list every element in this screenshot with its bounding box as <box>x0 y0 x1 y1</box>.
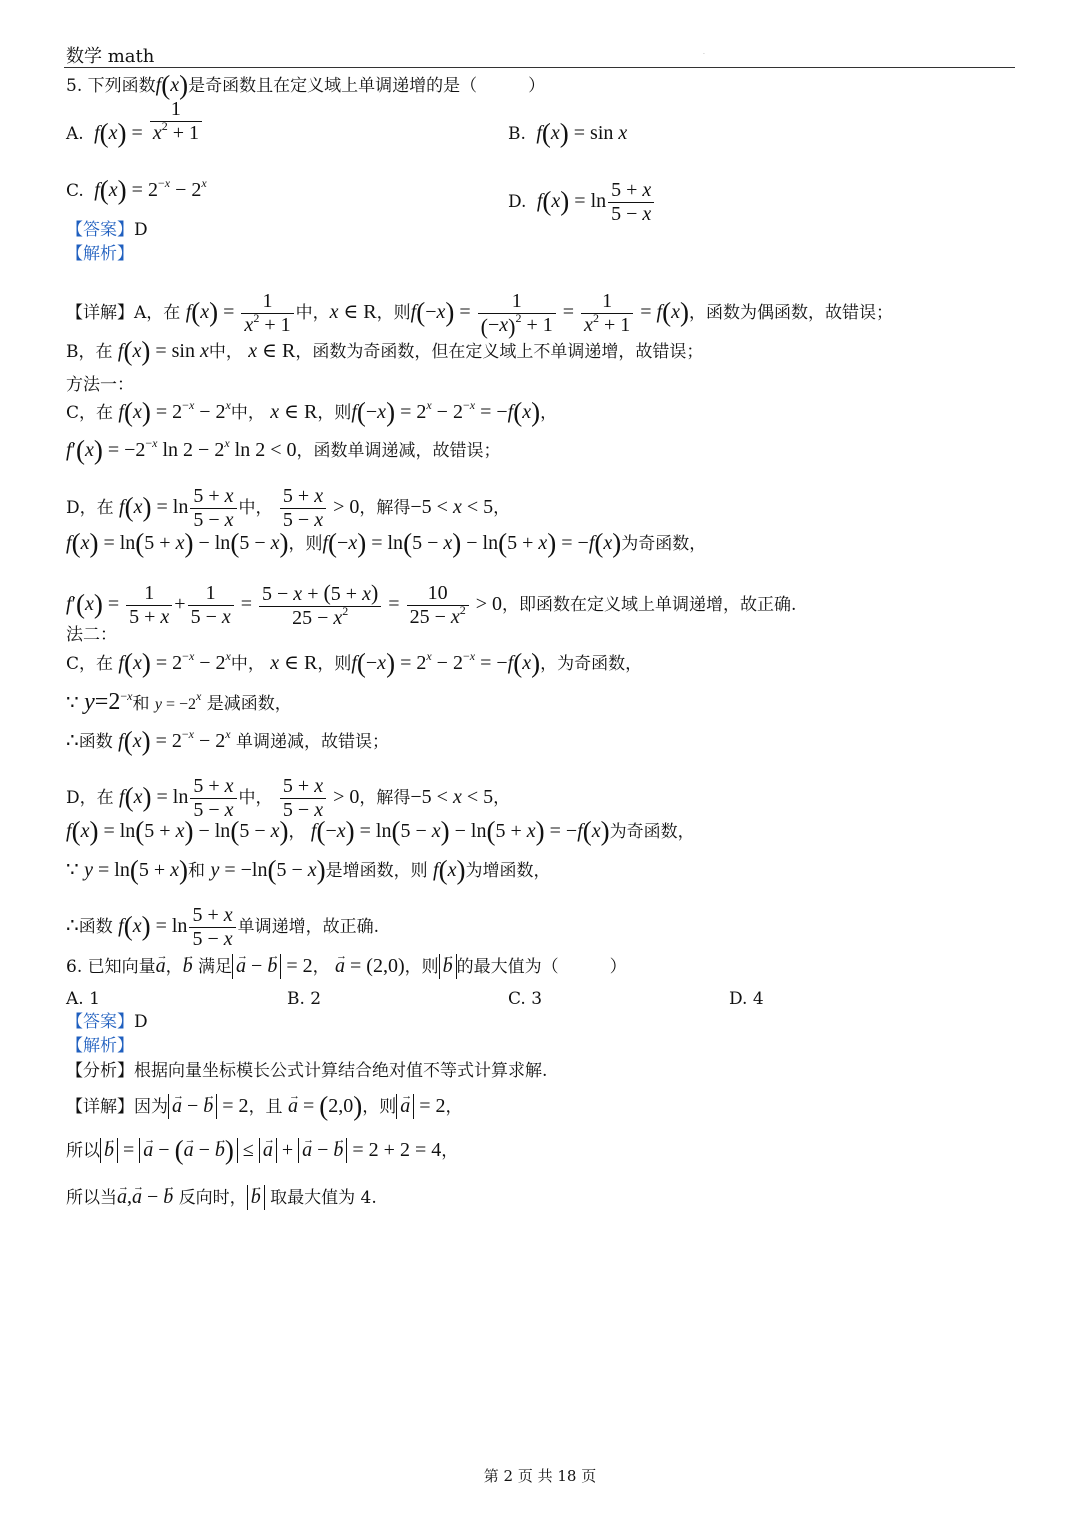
q5-detail-a: 【详解】A，在 f(x) = $\frac{1}{x^2 + 1}$ 中，x ∈ R，则f(−x) = $\frac{1}{(-x)^2 + 1}$ = $\frac{1}{x^2 + 1}$ = f(x)，函数为偶函数，故错误； <box>66 290 893 339</box>
q6-fenxi: 【分析】根据向量坐标模长公式计算结合绝对值不等式计算求解. <box>66 1061 548 1081</box>
q6-analysis-tag: 【解析】 <box>66 1036 134 1056</box>
q5-c-method1: C，在 $f(x) = 2^{-x} - 2^x$中， x ∈ R，则$f(-x) = 2^x - 2^{-x} = -f(x)$， <box>66 397 558 427</box>
q6-inequality: 所以→ b = → a − (→ a − → b) ≤ → a + → a − → b = 2 + 2 = 4， <box>66 1138 458 1163</box>
header-title: 数学 math <box>66 46 155 67</box>
q6-stem: 6. 已知向量→ a，→ b 满足→ a − → b = 2， → a = (2,0)，则→ b 的最大值为（ ） <box>66 954 627 979</box>
q5-c-decreasing: ∵ $y=2^{-x}$和 $y = -2^x$ 是减函数， <box>66 689 292 715</box>
q5-d-odd: f(x) = ln(5 + x) − ln(5 − x)，则f(−x) = ln(5 − x) − ln(5 + x) = −f(x)为奇函数， <box>66 528 707 558</box>
q6-option-d: D. 4 <box>729 989 764 1009</box>
q5-option-a: A. f(x) = $\frac{1}{x^2 + 1}$ <box>66 122 204 145</box>
q5-analysis-tag: 【解析】 <box>66 244 134 264</box>
q5-detail-b: B，在 f(x) = sin x中， x ∈ R，函数为奇函数，但在定义域上不单调递增，故错误； <box>66 336 704 366</box>
q6-detail: 【详解】因为→ a − → b = 2，且 → a = (2,0)，则→ a = 2， <box>66 1094 463 1119</box>
q5-option-d: D. f(x) = ln $\frac{5 + x}{5 - x}$ <box>508 179 656 226</box>
q5-method-2: 法二： <box>66 625 117 645</box>
q5-d2-increasing: ∵ y = ln(5 + x)和 y = −ln(5 − x)是增函数，则 f(x)为增函数， <box>66 855 551 885</box>
q5-d-method1: D，在 f(x) = ln $\frac{5 + x}{5 - x}$ 中， $\frac{5 + x}{5 - x}$ > 0，解得−5 < x < 5， <box>66 485 511 531</box>
q5-d2-conclusion: ∴函数 f(x) = ln $\frac{5 + x}{5 - x}$ 单调递增，故正确. <box>66 904 380 950</box>
page-footer: 第 2 页 共 18 页 <box>483 1467 597 1485</box>
q6-conclusion: 所以当→ a,→ a − → b 反向时，→ b 取最大值为 4. <box>66 1185 377 1210</box>
q5-option-c: C. $f(x) = 2^{-x} - 2^x$ <box>66 175 207 205</box>
q5-c-conclusion: ∴函数 $f(x) = 2^{-x} - 2^x$ 单调递减，故错误； <box>66 726 389 756</box>
q6-option-b: B. 2 <box>287 989 322 1009</box>
q6-answer: 【答案】D <box>66 1012 148 1032</box>
q5-answer: 【答案】D <box>66 220 148 240</box>
q5-d-derivative: f′(x) = $\frac{1}{5 + x}$ + $\frac{1}{5 - x}$ = $\frac{5 - x + (5 + x)}{25 - x^2}$ = $\frac{10}{25 - x^2}$ > 0，即函数在定义域上单调递增，故正确. <box>66 580 797 629</box>
q5-d-method2: D，在 f(x) = ln $\frac{5 + x}{5 - x}$ 中， $\frac{5 + x}{5 - x}$ > 0，解得−5 < x < 5， <box>66 775 511 821</box>
header-rule <box>64 67 1015 68</box>
header-dot: · <box>703 51 705 58</box>
q6-option-c: C. 3 <box>508 989 543 1009</box>
q5-stem: 5. 下列函数f(x)是奇函数且在定义域上单调递增的是（ ） <box>66 70 546 100</box>
q5-d2-odd: f(x) = ln(5 + x) − ln(5 − x)， f(−x) = ln(5 − x) − ln(5 + x) = −f(x)为奇函数， <box>66 816 695 846</box>
q6-option-a: A. 1 <box>66 989 100 1009</box>
q5-c-method2: C，在 $f(x) = 2^{-x} - 2^x$中， x ∈ R，则$f(-x) = 2^x - 2^{-x} = -f(x)$，为奇函数， <box>66 648 643 678</box>
q5-option-b: B. f(x) = sin x <box>508 118 628 148</box>
q5-method-1: 方法一： <box>66 375 134 395</box>
q5-c-derivative: $f'(x) = -2^{-x}$ $\ln 2 - 2^x$ ln 2 < 0，函数单调递减，故错误； <box>66 435 501 465</box>
